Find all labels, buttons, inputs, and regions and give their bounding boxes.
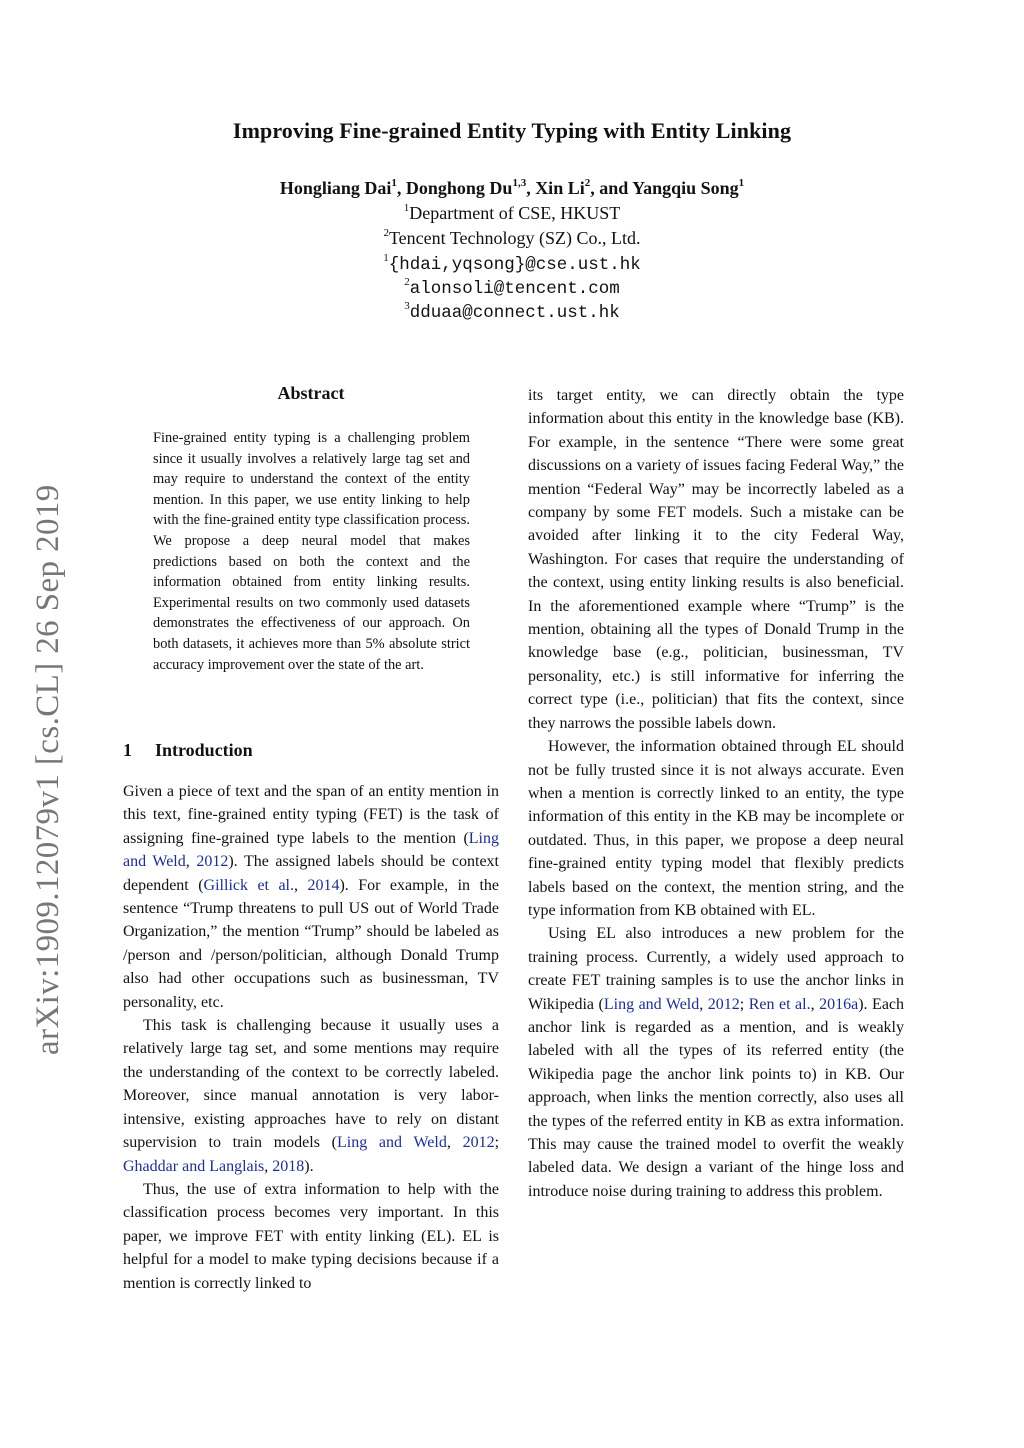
author-1: Hongliang Dai$^1$,: [279, 177, 406, 198]
email-3: $^3$dduaa@connect.ust.hk: [404, 300, 620, 323]
citation-link[interactable]: 2018: [272, 1157, 305, 1175]
paragraph: This task is challenging because it usually uses a relatively large tag set, and some mentions may require the understanding of the context to be correctly labeled. Moreover, since manual annotation is very labor-intensive, existing approaches have to rely on distant supervision to train models (Ling and Weld, 2012; Ghaddar and Langlais, 2018).: [123, 1017, 500, 1175]
paragraph: Thus, the use of extra information to help with the classification process becomes very important. In this paper, we improve FET with entity linking (EL). EL is helpful for a model to make typing decisions because if a mention is correctly linked to: [123, 1180, 499, 1292]
email-1: $^1${hdai,yqsong}@cse.ust.hk: [383, 252, 641, 275]
right-column: [528, 384, 904, 1203]
citation-link[interactable]: 2016a: [819, 995, 859, 1013]
affiliation-2: $^2$Tencent Technology (SZ) Co., Ltd.: [383, 227, 641, 248]
section-heading-introduction: 1 Introduction: [123, 740, 253, 760]
email-2: $^2$alonsoli@tencent.com: [404, 276, 620, 299]
author-3: Xin Li$^2$, and: [535, 177, 633, 198]
citation-link[interactable]: Ghaddar and Langlais: [123, 1157, 265, 1175]
affiliation-1: $^1$Department of CSE, HKUST: [403, 202, 621, 223]
paragraph: Using EL also introduces a new problem for the training process. Currently, a widely used approach to create FET training samples is to use the anchor links in Wikipedia (Ling and Weld, 2012; Ren et al., 2016a). Each anchor link is regarded as a mention, and is weakly labeled with all the types of its referred entity (the Wikipedia page the anchor link points to) in KB. Our approach, when links the mention correctly, also uses all the types of the referred entity in KB as extra information. This may cause the trained model to overfit the weakly labeled data. We design a variant of the hinge loss and introduce noise during training to address this problem.: [528, 925, 905, 1200]
citation-link[interactable]: 2014: [307, 876, 340, 894]
arxiv-stamp: arXiv:1909.12079v1 [cs.CL] 26 Sep 2019: [30, 484, 66, 1055]
citation-link[interactable]: Ren et al.: [748, 995, 811, 1013]
citation-link[interactable]: Ling and Weld: [603, 995, 700, 1013]
paragraph: its target entity, we can directly obtain the type information about this entity in the knowledge base (KB). For example, in the sentence “There were some great discussions on a variety of issues facing Federal Way,” the mention “Federal Way” may be incorrectly labeled as a company by some FET models. Such a mistake can be avoided after linking it to the city Federal Way, Washington. For cases that require the understanding of the context, using entity linking results is also beneficial. In the aforementioned example where “Trump” is the mention, obtaining all the types of Donald Trump in the knowledge base (e.g., politician, businessman, TV personality, etc.) is still informative for inferring the correct type (i.e., politician) that fits the context, since they narrows the possible labels down.: [528, 387, 904, 732]
citation-link[interactable]: Gillick et al.: [203, 876, 294, 894]
paragraph: However, the information obtained through EL should not be fully trusted since it is not always accurate. Even when a mention is correctly linked to an entity, the type information of this entity in the KB may be incomplete or outdated. Thus, in this paper, we propose a deep neural fine-grained entity typing model that flexibly predicts labels based on the context, the mention string, and the type information from KB obtained with EL.: [528, 738, 904, 919]
citation-link[interactable]: 2012: [707, 995, 740, 1013]
paper-title: Improving Fine-grained Entity Typing with Entity Linking: [232, 118, 792, 143]
author-list: [0, 178, 1024, 199]
paragraph: Given a piece of text and the span of an entity mention in this text, fine-grained entity typing (FET) is the task of assigning fine-grained type labels to the mention (Ling and Weld, 2012). The assigned labels should be context dependent (Gillick et al., 2014). For example, in the sentence “Trump threatens to pull US out of World Trade Organization,” the mention “Trump” should be labeled as /person and /person/politician, although Donald Trump also had other occupations such as businessman, TV personality, etc.: [123, 783, 500, 1011]
author-2: Donghong Du$^{1,3}$,: [405, 177, 536, 198]
citation-link[interactable]: Ling and Weld: [336, 1134, 447, 1152]
abstract-heading: Abstract: [277, 383, 345, 403]
citation-link[interactable]: 2012: [196, 853, 229, 871]
abstract-text: Fine-grained entity typing is a challenging problem since it usually involves a relatively large tag set and may require to understand the context of the entity mention. In this paper, we use entity linking to help with the fine-grained entity type classification process. We propose a deep neural model that makes predictions based on both the context and the information obtained from entity linking results. Experimental results on two commonly used datasets demonstrates the effectiveness of our approach. On both datasets, it achieves more than 5% absolute strict accuracy improvement over the state of the art.: [153, 430, 470, 673]
author-4: Yangqiu Song$^1$: [632, 177, 745, 198]
citation-link[interactable]: Ling and Weld: [123, 829, 499, 871]
citation-link[interactable]: 2012: [462, 1134, 495, 1152]
left-column: [123, 780, 499, 1295]
